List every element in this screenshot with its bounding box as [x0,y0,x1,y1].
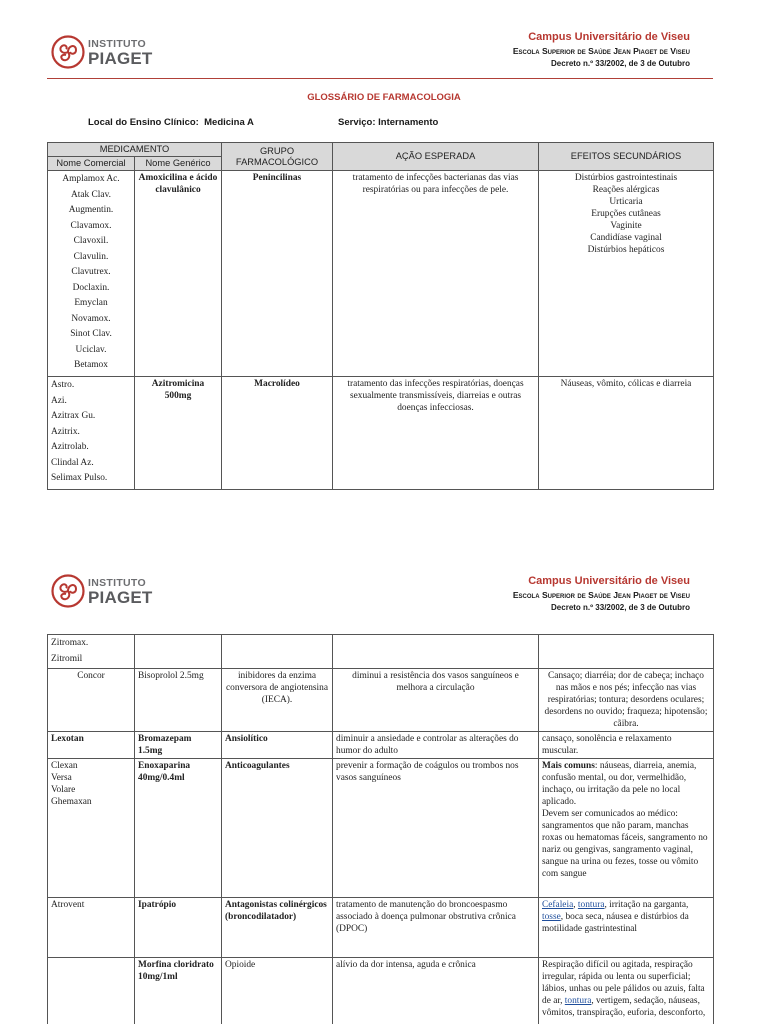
brand-name: Azitrax Gu. [51,411,96,421]
brand-name: Doclaxin. [72,282,110,293]
brand-name: Zitromil [51,653,83,664]
cell-acao: diminuir a ansiedade e controlar as alterações do humor do adulto [333,732,539,759]
servico-value: Internamento [378,117,439,128]
header-divider [47,78,713,79]
cell-grupo [222,635,333,669]
campus-name: Campus Universitário de Viseu [528,31,690,43]
header-efeitos: EFEITOS SECUNDÁRIOS [539,143,714,171]
comunicar-medico-text: Devem ser comunicados ao médico: sangramentos que não param, manchas roxas ou hematomas fáceis, sangramento no nariz ou gengivas, sangramento vaginal, sangue na urina ou fezes, tosse ou vômito com sangue [542,809,708,879]
side-effect: Reações alérgicas [592,185,660,195]
cell-nome-generico: Morfina cloridrato 10mg/1ml [135,958,222,1024]
cell-grupo: Antagonistas colinérgicos (broncodilatador) [222,898,333,958]
cell-acao: prevenir a formação de coágulos ou trombos nos vasos sanguíneos [333,759,539,898]
cell-efeitos [539,958,714,1024]
table-row [48,759,714,898]
cell-nome-comercial: Atrovent [48,898,135,958]
decree-text: Decreto n.º 33/2002, de 3 de Outubro [551,59,690,68]
table-row [48,669,714,732]
brand-name: Volare [51,785,76,795]
cell-acao: tratamento de infecções bacterianas das vias respiratórias ou para infecções de pele. [333,171,539,377]
brand-name: Clavoxil. [73,236,109,246]
triskele-icon [51,574,85,608]
header-grupo: GRUPO FARMACOLÓGICO [222,143,333,171]
cell-acao [333,635,539,669]
brand-name: Novamox. [71,313,111,324]
cell-acao: diminui a resistência dos vasos sanguíneos e melhora a circulação [333,669,539,732]
cell-efeitos [539,171,714,377]
cell-grupo: inibidores da enzima conversora de angiotensina (IECA). [222,669,333,732]
local-label: Local do Ensino Clínico: [88,117,199,128]
cell-efeitos [539,759,714,898]
mais-comuns-text: : náuseas, diarreia, anemia, confusão mental, ou dor, vermelhidão, inchaço, ou irritação da pele no local aplicado. [542,761,697,807]
efeitos-text: , boca seca, náusea e distúrbios da motilidade gastrintestinal [542,912,689,934]
glossary-table-page2 [47,634,714,1024]
cell-grupo: Opioide [222,958,333,1024]
brand-name: Clavulin. [73,251,109,262]
brand-name: Betamox [74,360,108,370]
cell-nome-comercial [48,377,135,490]
table-row [48,171,714,377]
logo-text-instituto: INSTITUTO [88,38,146,50]
cell-nome-generico: Enoxaparina 40mg/0.4ml [135,759,222,898]
cell-nome-generico: Amoxicilina e ácido clavulânico [135,171,222,377]
side-effect: Candidíase vaginal [590,233,662,243]
tontura-link[interactable]: tontura [577,900,605,910]
side-effect: Urticaria [609,197,643,207]
brand-name: Clavutrex. [71,267,111,277]
header-nome-generico: Nome Genérico [135,157,222,171]
cell-efeitos: Náuseas, vômito, cólicas e diarreia [539,377,714,490]
efeitos-text: , vertigem, sedação, náuseas, vômitos, transpiração, euforia, desconforto, [542,996,706,1018]
logo-text-instituto: INSTITUTO [88,577,146,589]
cell-nome-generico: Azitromicina 500mg [135,377,222,490]
page-2 [0,562,768,1024]
brand-name: Emyclan [74,298,108,308]
efeitos-text: , [573,900,578,910]
efeitos-text: , irritação na garganta, [604,900,689,910]
cell-nome-comercial [48,759,135,898]
header-medicamento: MEDICAMENTO [48,143,222,157]
cell-grupo: Anticoagulantes [222,759,333,898]
logo-text-piaget: PIAGET [88,49,153,68]
brand-name: Clexan [51,761,78,771]
institution-info [513,30,690,70]
brand-name: Ghemaxan [51,797,92,807]
brand-name: Clindal Az. [51,457,94,468]
mais-comuns-label: Mais comuns [542,761,595,771]
brand-name: Clavamox. [70,220,112,231]
campus-name: Campus Universitário de Viseu [528,575,690,587]
logo-text-piaget: PIAGET [88,588,153,607]
cell-acao: alívio da dor intensa, aguda e crônica [333,958,539,1024]
page-header [0,562,768,642]
local-value: Medicina A [204,117,254,128]
cell-efeitos [539,635,714,669]
cell-nome-comercial [48,171,135,377]
servico-label: Serviço: [338,117,376,128]
cell-grupo: Penincilinas [222,171,333,377]
brand-name: Uciclav. [75,344,107,355]
tosse-link[interactable]: tosse [542,912,561,922]
table-row [48,958,714,1024]
local-ensino-clinico [88,117,254,128]
efeitos-text: Respiração difícil ou agitada, respiração irregular, rápida ou lenta ou superficial; lábios, unhas ou pele pálidos ou azuis, falta de ar, [542,960,705,1006]
school-name: Escola Superior de Saúde Jean Piaget de Viseu [512,46,690,56]
brand-name: Azitrolab. [51,442,89,452]
cell-acao: tratamento de manutenção do broncoespasmo associado à doença pulmonar obstrutiva crônica (DPOC) [333,898,539,958]
brand-name: Augmentin. [68,205,114,215]
brand-name: Atak Clav. [70,189,111,200]
document-title: GLOSSÁRIO DE FARMACOLOGIA [307,92,461,103]
side-effect: Distúrbios hepáticos [587,245,665,255]
page-header [0,0,768,80]
cell-nome-comercial [48,635,135,669]
cell-nome-generico [135,635,222,669]
header-nome-comercial: Nome Comercial [48,157,135,171]
header-acao: AÇÃO ESPERADA [333,143,539,171]
cell-nome-generico: Ipatrópio [135,898,222,958]
cell-nome-comercial: Concor [48,669,135,732]
side-effect: Erupções cutâneas [591,209,661,219]
cell-grupo: Macrolídeo [222,377,333,490]
cell-nome-comercial: Lexotan [48,732,135,759]
cell-efeitos: cansaço, sonolência e relaxamento muscular. [539,732,714,759]
side-effect: Distúrbios gastrointestinais [574,173,678,183]
decree-text: Decreto n.º 33/2002, de 3 de Outubro [551,603,690,612]
brand-name: Zitromax. [51,638,89,648]
cell-acao: tratamento das infecções respiratórias, doenças sexualmente transmissíveis, diarreias e outras doenças infecciosas. [333,377,539,490]
brand-name: Amplamox Ac. [62,174,120,184]
cell-nome-generico: Bromazepam 1.5mg [135,732,222,759]
table-row [48,377,714,490]
cell-nome-generico: Bisoprolol 2.5mg [135,669,222,732]
brand-name: Selimax Pulso. [51,473,108,483]
servico [338,117,438,128]
table-row [48,898,714,958]
glossary-table-page1 [47,142,714,490]
table-row [48,732,714,759]
cell-nome-comercial [48,958,135,1024]
cell-grupo: Ansiolítico [222,732,333,759]
brand-name: Astro. [51,380,75,390]
brand-name: Versa [51,773,72,783]
triskele-icon [51,35,85,69]
cefaleia-link[interactable]: Cefaleia [542,900,574,910]
tontura-link[interactable]: tontura [564,996,592,1006]
cell-efeitos [539,898,714,958]
school-name: Escola Superior de Saúde Jean Piaget de Viseu [512,590,690,600]
institution-info [513,574,690,614]
brand-name: Azitrix. [51,426,80,437]
cell-efeitos: Cansaço; diarréia; dor de cabeça; inchaço nas mãos e nos pés; infecção nas vias respiratórias; tontura; desordens oculares; desordens no ouvido; fraqueza; hipotensão; cãibra. [539,669,714,732]
side-effect: Vaginite [610,221,642,231]
table-row [48,635,714,669]
brand-name: Sinot Clav. [70,329,112,339]
brand-name: Azi. [51,395,67,406]
